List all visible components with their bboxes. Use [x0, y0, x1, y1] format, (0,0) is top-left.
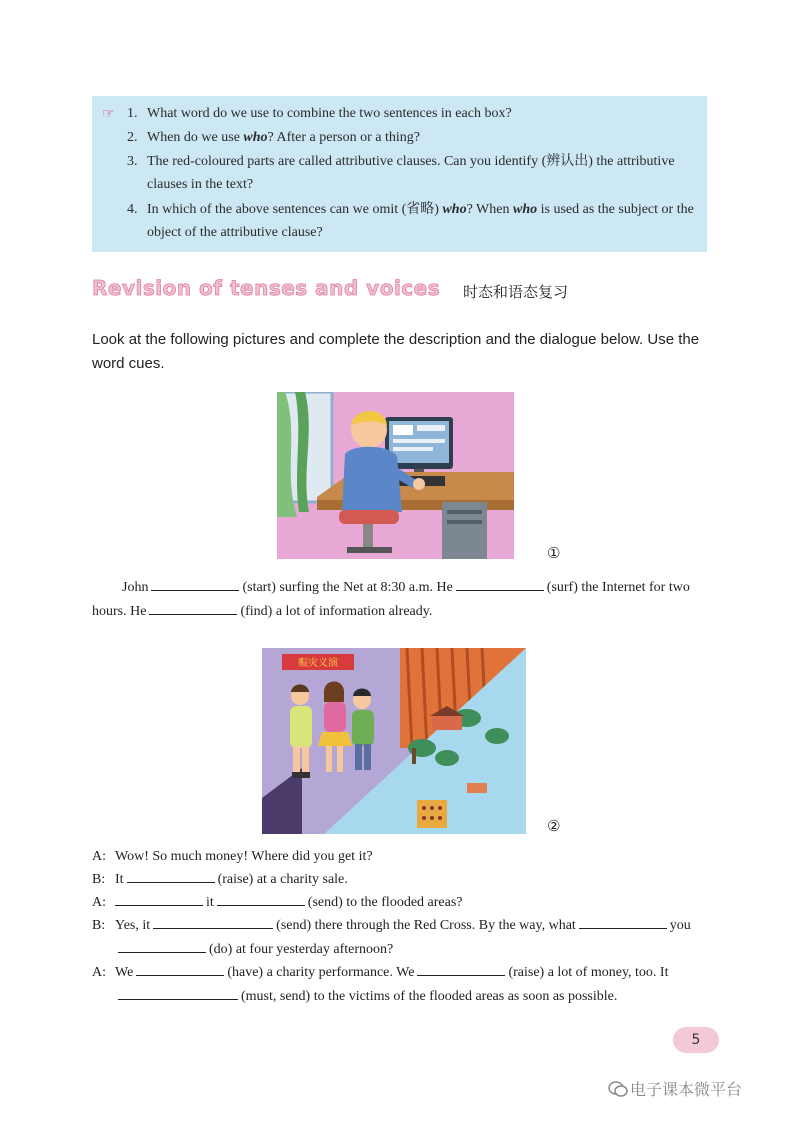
section-title-chinese: 时态和语态复习 [463, 283, 569, 301]
question-item-2 [127, 126, 697, 149]
dialogue-text: Wow! So much money! Where did you get it? [115, 849, 373, 864]
answer-blank[interactable] [456, 576, 544, 591]
dialogue-fragment: Yes, it [115, 918, 151, 933]
answer-blank[interactable] [118, 938, 206, 953]
dialogue-fragment: (have) a charity performance. We [227, 965, 415, 980]
dialogue-fragment: you [669, 918, 691, 933]
answer-blank[interactable] [417, 961, 505, 976]
description-paragraph [92, 576, 712, 624]
dialogue-fragment: It [115, 872, 124, 887]
picture-charity-and-flood [262, 648, 526, 834]
dialogue-fragment: (must, send) to the victims of the flooded areas as soon as possible. [241, 989, 618, 1004]
question-text [147, 198, 697, 244]
picture-boy-at-computer [277, 392, 514, 559]
questions-box [92, 96, 707, 252]
charity-flood-illustration [262, 648, 526, 834]
question-number: 3. [127, 154, 138, 169]
question-text: The red-coloured parts are called attributive clauses. Can you identify (辨认出) the attributive clauses in the text? [147, 154, 675, 192]
speaker-label: A: [92, 849, 106, 864]
answer-blank[interactable] [118, 985, 238, 1000]
answer-blank[interactable] [151, 576, 239, 591]
section-title: Revision of tenses and voices [92, 276, 441, 300]
answer-blank[interactable] [136, 961, 224, 976]
dialogue-text [115, 868, 712, 892]
answer-blank[interactable] [127, 868, 215, 883]
speaker-label: B: [92, 872, 106, 887]
dialogue-fragment: (raise) at a charity sale. [217, 872, 348, 887]
question-item-1 [127, 102, 697, 125]
page-number: 5 [673, 1027, 719, 1053]
text-fragment: When do we use [147, 130, 244, 145]
dialogue-fragment: (send) there through the Red Cross. By the way, what [276, 918, 576, 933]
emphasis-who: who [512, 202, 538, 217]
text-fragment: In which of the above sentences can we omit (省略) [147, 202, 443, 217]
dialogue-line-1 [92, 845, 712, 869]
answer-blank[interactable] [579, 914, 667, 929]
speaker-label: B: [92, 918, 106, 933]
dialogue-line-2 [92, 868, 712, 892]
answer-blank[interactable] [115, 891, 203, 906]
dialogue-line-3 [92, 891, 712, 915]
picture-number-2: ② [547, 817, 561, 835]
pointing-hand-icon: ☞ [102, 107, 115, 122]
text-fragment: is used as the subject or the object of the attributive clause? [147, 202, 694, 240]
question-item-4 [127, 198, 697, 244]
dialogue-fragment: We [115, 965, 134, 980]
dialogue-text [115, 891, 712, 915]
banner-text: 赈灾义演 [298, 658, 338, 669]
question-number: 2. [127, 130, 138, 145]
answer-blank[interactable] [149, 600, 237, 615]
text-fragment: ? After a person or a thing? [267, 130, 420, 145]
question-item-3 [127, 150, 697, 196]
dialogue-text [115, 961, 712, 1009]
dialogue-fragment: it [206, 895, 214, 910]
description-fragment: (start) surfing the Net at 8:30 a.m. He [242, 580, 453, 595]
question-text [147, 126, 697, 149]
speaker-label: A: [92, 965, 106, 980]
answer-blank[interactable] [153, 914, 273, 929]
dialogue-fragment: (do) at four yesterday afternoon? [209, 942, 394, 957]
watermark-text: 电子课本微平台 [630, 1080, 743, 1099]
watermark [608, 1077, 742, 1101]
dialogue-fragment: (send) to the flooded areas? [307, 895, 463, 910]
instruction-text: Look at the following pictures and complete the description and the dialogue below. Use the word cues. [92, 331, 700, 372]
speaker-label: A: [92, 895, 106, 910]
dialogue-line-4 [92, 914, 712, 962]
picture-number-1: ① [547, 544, 561, 562]
dialogue-text [115, 914, 712, 962]
question-number: 1. [127, 106, 138, 121]
question-number: 4. [127, 202, 138, 217]
description-fragment: (find) a lot of information already. [240, 604, 433, 619]
text-fragment: ? When [466, 202, 513, 217]
boy-at-computer-illustration [277, 392, 514, 559]
answer-blank[interactable] [217, 891, 305, 906]
question-text: What word do we use to combine the two sentences in each box? [147, 106, 512, 121]
description-fragment: John [122, 580, 149, 595]
dialogue-fragment: (raise) a lot of money, too. It [508, 965, 669, 980]
emphasis-who: who [442, 202, 467, 217]
description-fragment: (surf) the Internet for two hours. He [92, 580, 690, 619]
emphasis-who: who [243, 130, 268, 145]
dialogue-line-5 [92, 961, 712, 1009]
wechat-icon [608, 1081, 630, 1101]
